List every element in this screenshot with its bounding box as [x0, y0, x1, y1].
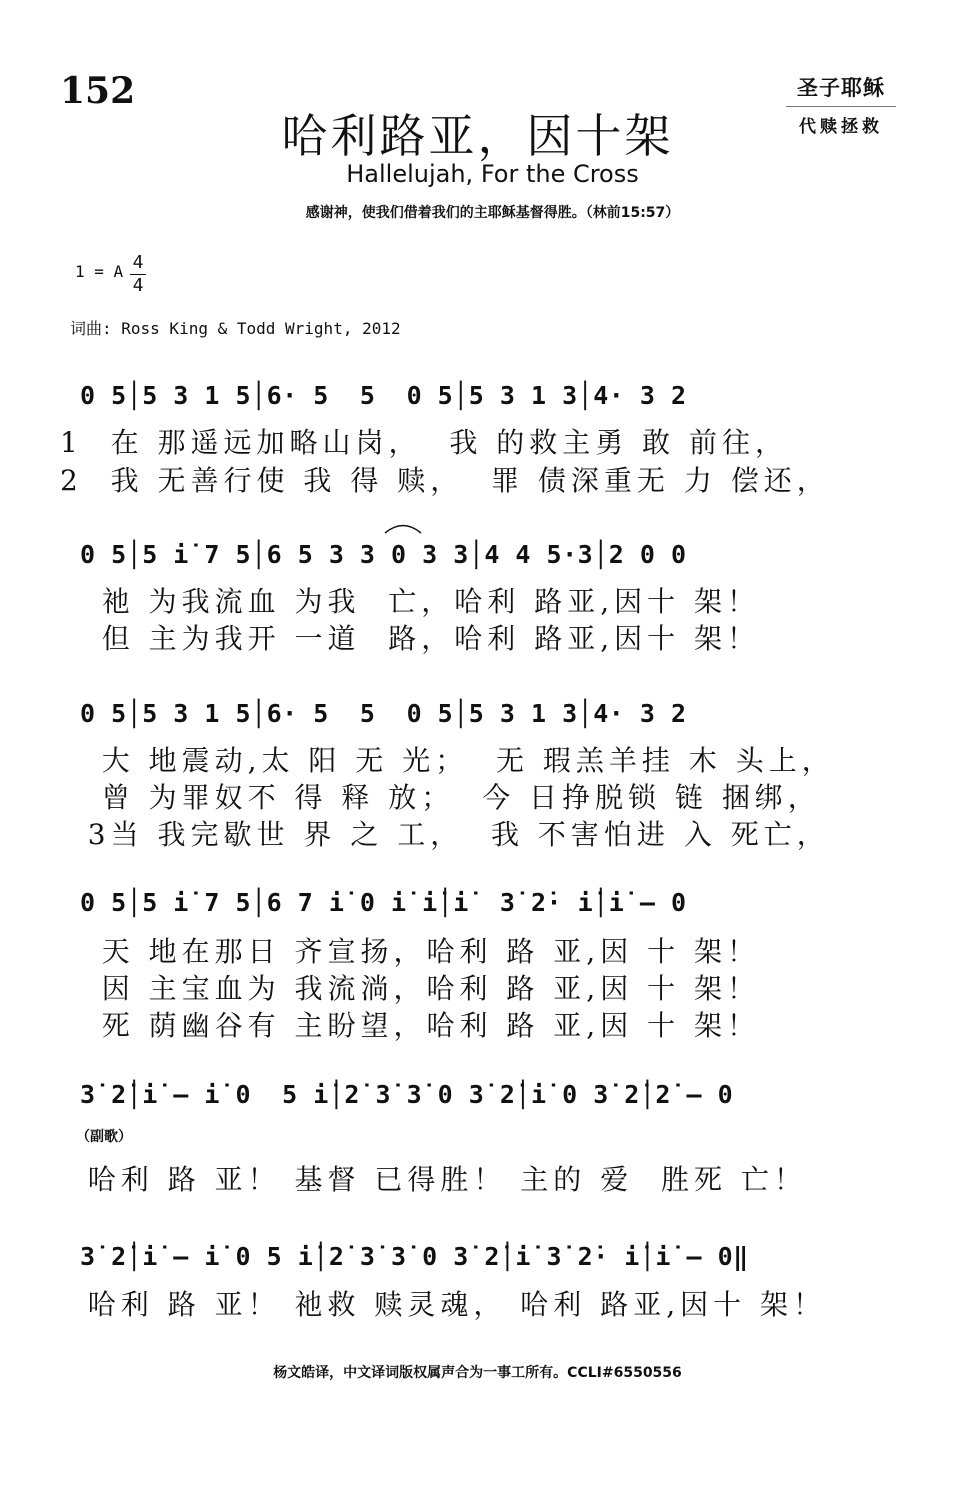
subcategory-label: 代赎拯救: [799, 117, 883, 137]
lyric-line: 因 主宝血为 我流淌，哈利 路 亚,因 十 架！: [60, 972, 761, 1005]
lyric-line: 死 荫幽谷有 主盼望，哈利 路 亚,因 十 架！: [60, 1009, 761, 1042]
lyric-line: 祂 为我流血 为我 亡，哈利 路亚,因十 架！: [60, 585, 761, 618]
notation-line-5: 3̇ 2̇│i̇ – i̇ 0 5 i̇│2̇ 3̇ 3̇ 0 3̇ 2̇│i̇ 0 3̇ 2̇│2̇ – 0: [80, 1080, 734, 1109]
lyric-line: 1 在 那遥远加略山岗， 我 的救主勇 敢 前往，: [60, 426, 789, 459]
lyric-line: 曾 为罪奴不 得 释 放； 今 日挣脱锁 链 捆绑，: [60, 781, 821, 814]
key-signature: 1 = A: [75, 262, 124, 281]
lyric-line: 2 我 无善行使 我 得 赎， 罪 债深重无 力 偿还，: [60, 464, 830, 497]
notation-line-3: 0 5│5 3 1 5│6· 5 5 0 5│5 3 1 3│4· 3 2: [80, 699, 687, 728]
time-signature-top: 4: [130, 252, 146, 275]
credits: 词曲: Ross King & Todd Wright, 2012: [70, 319, 401, 338]
notation-line-1: 0 5│5 3 1 5│6· 5 5 0 5│5 3 1 3│4· 3 2: [80, 381, 687, 410]
time-signature-bottom: 4: [132, 275, 144, 296]
notation-line-6: 3̇ 2̇│i̇ – i̇ 0 5 i̇│2̇ 3̇ 3̇ 0 3̇ 2̇│i̇ 3̇ 2̇· i̇│i̇ – 0‖: [80, 1242, 749, 1271]
lyric-line: 3当 我完歇世 界 之 工， 我 不害怕进 入 死亡，: [60, 818, 830, 851]
song-title-english: Hallelujah, For the Cross: [346, 160, 639, 188]
scripture-reference: 感谢神，使我们借着我们的主耶稣基督得胜。（林前15:57）: [305, 205, 680, 221]
lyric-line: 哈利 路 亚！ 基督 已得胜！ 主的 爱 胜死 亡！: [60, 1163, 807, 1196]
lyric-line: 但 主为我开 一道 路，哈利 路亚,因十 架！: [60, 622, 761, 655]
lyric-line: 大 地震动,太 阳 无 光； 无 瑕羔羊挂 木 头上，: [60, 744, 835, 777]
lyric-line: 哈利 路 亚！ 祂救 赎灵魂， 哈利 路亚,因十 架！: [60, 1288, 827, 1321]
lyric-line: 天 地在那日 齐宣扬，哈利 路 亚,因 十 架！: [60, 935, 761, 968]
refrain-marker: （副歌）: [76, 1129, 132, 1145]
notation-line-2: 0 5│5 i̇ 7 5│6 5 3 3 0 3 3│4 4 5·3│2 0 0: [80, 540, 687, 569]
song-title-chinese: 哈利路亚，因十架: [281, 109, 674, 163]
page-number: 152: [60, 70, 136, 112]
slur-mark: [383, 520, 423, 534]
copyright-footer: 杨文皓译，中文译词版权属声合为一事工所有。CCLI#6550556: [273, 1365, 682, 1381]
category-label: 圣子耶稣: [786, 72, 896, 107]
time-signature: [130, 252, 146, 297]
notation-line-4: 0 5│5 i̇ 7 5│6 7 i̇ 0 i̇ i̇│i̇ 3̇ 2̇· i̇│i̇ – 0: [80, 888, 687, 917]
